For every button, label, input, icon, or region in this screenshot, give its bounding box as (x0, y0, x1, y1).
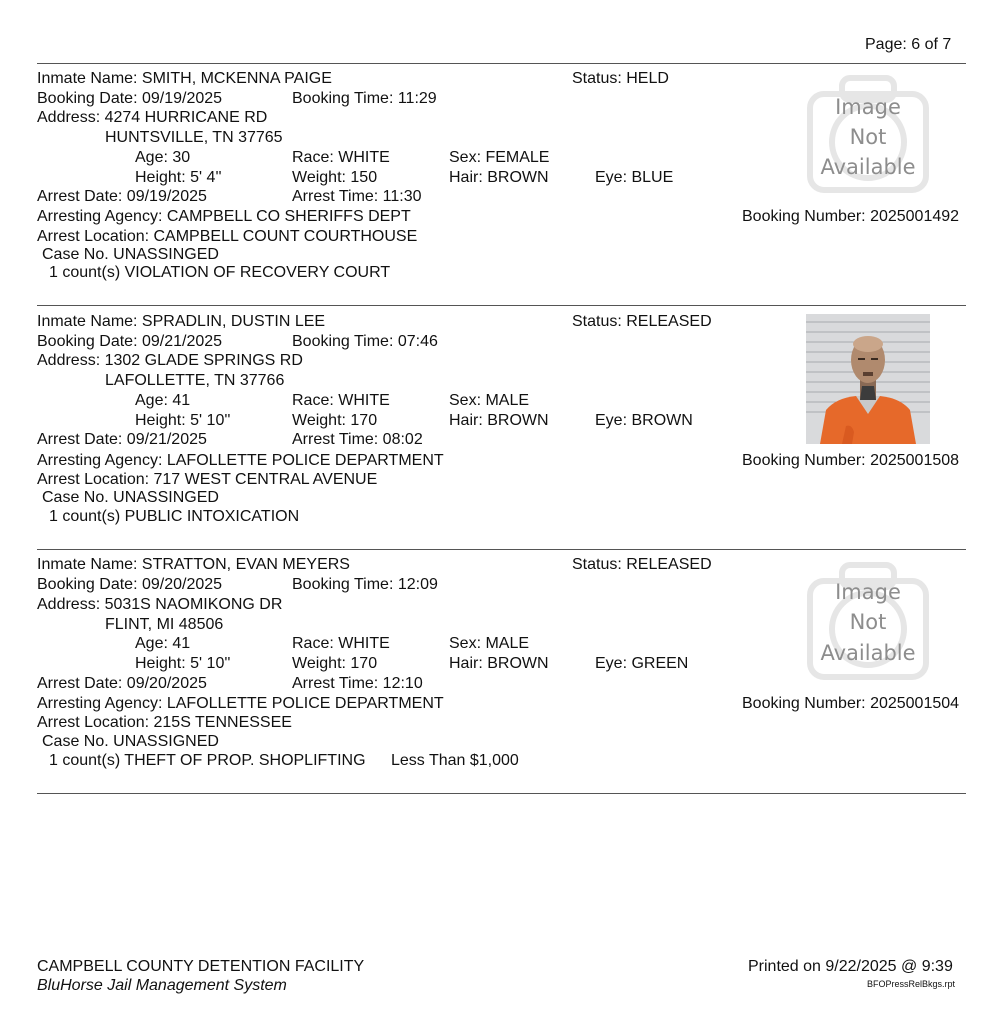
case-number: Case No. UNASSIGNED (42, 733, 219, 750)
facility-name: CAMPBELL COUNTY DETENTION FACILITY (37, 958, 365, 975)
arresting-agency: Arresting Agency: CAMPBELL CO SHERIFFS DEPT (37, 208, 411, 225)
status: Status: HELD (572, 70, 669, 87)
inmate-name: Inmate Name: SPRADLIN, DUSTIN LEE (37, 313, 326, 330)
arrest-time: Arrest Time: 11:30 (292, 188, 422, 205)
header-divider (37, 63, 966, 64)
hair: Hair: BROWN (449, 412, 549, 429)
image-not-available-text-1: Image (835, 580, 901, 604)
record-divider (37, 549, 966, 550)
booking-date: Booking Date: 09/20/2025 (37, 576, 223, 593)
eye: Eye: GREEN (595, 655, 689, 672)
charge-detail: Less Than $1,000 (391, 752, 519, 769)
arrest-date: Arrest Date: 09/20/2025 (37, 675, 207, 692)
arrest-location: Arrest Location: 717 WEST CENTRAL AVENUE (37, 471, 378, 488)
charge: 1 count(s) PUBLIC INTOXICATION (49, 508, 300, 525)
booking-time: Booking Time: 11:29 (292, 90, 437, 107)
image-not-available-icon (806, 559, 930, 683)
arrest-time: Arrest Time: 08:02 (292, 431, 423, 448)
sex: Sex: FEMALE (449, 149, 550, 166)
booking-date: Booking Date: 09/21/2025 (37, 333, 223, 350)
arrest-location: Arrest Location: 215S TENNESSEE (37, 714, 292, 731)
race: Race: WHITE (292, 149, 390, 166)
booking-date: Booking Date: 09/19/2025 (37, 90, 223, 107)
race: Race: WHITE (292, 635, 390, 652)
report-filename: BFOPressRelBkgs.rpt (867, 979, 956, 989)
address-line-2: LAFOLLETTE, TN 37766 (105, 372, 285, 389)
race: Race: WHITE (292, 392, 390, 409)
booking-number: Booking Number: 2025001492 (742, 208, 960, 225)
address-line-2: HUNTSVILLE, TN 37765 (105, 129, 283, 146)
image-not-available-icon (806, 72, 930, 196)
age: Age: 41 (135, 392, 191, 409)
booking-time: Booking Time: 07:46 (292, 333, 438, 350)
eye: Eye: BLUE (595, 169, 674, 186)
case-number: Case No. UNASSINGED (42, 246, 219, 263)
case-number: Case No. UNASSINGED (42, 489, 219, 506)
address-line-1: Address: 4274 HURRICANE RD (37, 109, 268, 126)
weight: Weight: 170 (292, 412, 378, 429)
address-line-1: Address: 1302 GLADE SPRINGS RD (37, 352, 303, 369)
image-not-available-text-3: Available (820, 155, 916, 179)
record-divider (37, 305, 966, 306)
record-divider (37, 793, 966, 794)
status: Status: RELEASED (572, 556, 712, 573)
arrest-time: Arrest Time: 12:10 (292, 675, 423, 692)
eye: Eye: BROWN (595, 412, 693, 429)
arrest-date: Arrest Date: 09/21/2025 (37, 431, 207, 448)
height: Height: 5' 4'' (135, 169, 222, 186)
image-not-available-text-1: Image (835, 95, 901, 119)
hair: Hair: BROWN (449, 169, 549, 186)
booking-number: Booking Number: 2025001504 (742, 695, 960, 712)
system-name: BluHorse Jail Management System (37, 977, 287, 994)
arresting-agency: Arresting Agency: LAFOLLETTE POLICE DEPARTMENT (37, 452, 444, 469)
booking-time: Booking Time: 12:09 (292, 576, 438, 593)
booking-number: Booking Number: 2025001508 (742, 452, 960, 469)
image-not-available-text-2: Not (849, 610, 887, 634)
image-not-available-text-3: Available (820, 641, 916, 665)
address-line-2: FLINT, MI 48506 (105, 616, 224, 633)
charge: 1 count(s) THEFT OF PROP. SHOPLIFTING (49, 752, 366, 769)
arrest-date: Arrest Date: 09/19/2025 (37, 188, 207, 205)
arrest-location: Arrest Location: CAMPBELL COUNT COURTHOUSE (37, 228, 418, 245)
height: Height: 5' 10'' (135, 412, 231, 429)
image-not-available-text-2: Not (849, 125, 887, 149)
inmate-name: Inmate Name: STRATTON, EVAN MEYERS (37, 556, 350, 573)
weight: Weight: 170 (292, 655, 378, 672)
sex: Sex: MALE (449, 635, 530, 652)
printed-timestamp: Printed on 9/22/2025 @ 9:39 (748, 958, 953, 975)
sex: Sex: MALE (449, 392, 530, 409)
page-number: Page: 6 of 7 (865, 36, 952, 53)
age: Age: 41 (135, 635, 191, 652)
charge: 1 count(s) VIOLATION OF RECOVERY COURT (49, 264, 391, 281)
status: Status: RELEASED (572, 313, 712, 330)
hair: Hair: BROWN (449, 655, 549, 672)
address-line-1: Address: 5031S NAOMIKONG DR (37, 596, 283, 613)
weight: Weight: 150 (292, 169, 378, 186)
inmate-name: Inmate Name: SMITH, MCKENNA PAIGE (37, 70, 332, 87)
age: Age: 30 (135, 149, 191, 166)
height: Height: 5' 10'' (135, 655, 231, 672)
arresting-agency: Arresting Agency: LAFOLLETTE POLICE DEPARTMENT (37, 695, 444, 712)
mugshot-photo (806, 314, 930, 444)
